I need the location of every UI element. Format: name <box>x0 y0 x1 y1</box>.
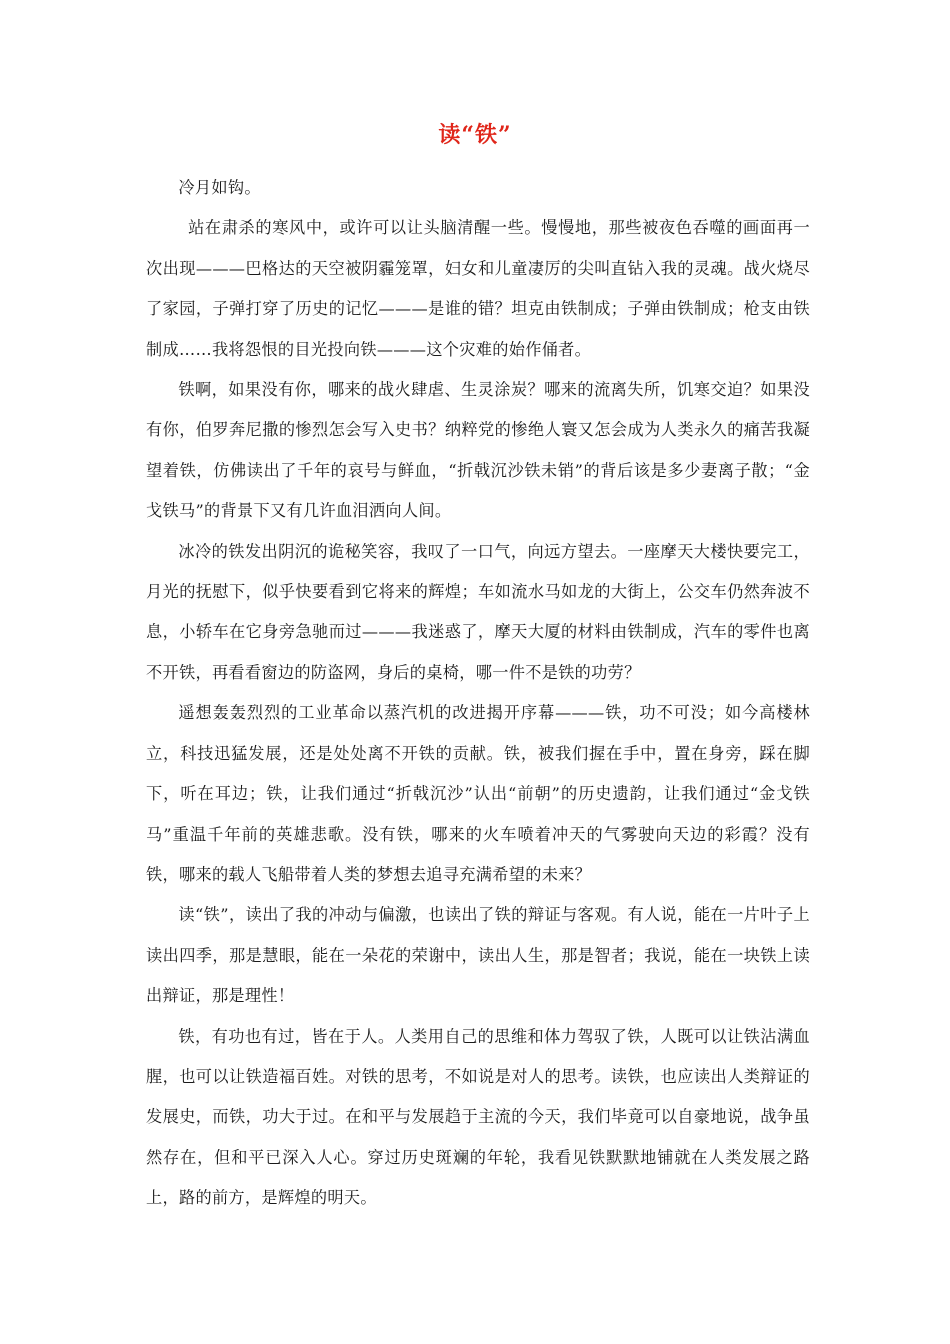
paragraph-7: 铁，有功也有过，皆在于人。人类用自己的思维和体力驾驭了铁，人既可以让铁沾满血腥，也可以让铁造福百姓。对铁的思考，不如说是对人的思考。读铁，也应读出人类辩证的发展史，而铁，功大于过。在和平与发展趋于主流的今天，我们毕竟可以自豪地说，战争虽然存在，但和平已深入人心。穿过历史斑斓的年轮，我看见铁默默地铺就在人类发展之路上，路的前方，是辉煌的明天。 <box>146 1026 810 1208</box>
paragraph-5: 遥想轰轰烈烈的工业革命以蒸汽机的改进揭开序幕———铁，功不可没；如今高楼林立，科技迅猛发展，还是处处离不开铁的贡献。铁，被我们握在手中，置在身旁，踩在脚下，听在耳边；铁，让我们通过“折戟沉沙”认出“前朝”的历史遗韵，让我们通过“金戈铁马”重温千年前的英雄悲歌。没有铁，哪来的火车喷着冲天的气雾驶向天边的彩霞？没有铁，哪来的载人飞船带着人类的梦想去追寻充满希望的未来？ <box>146 703 810 884</box>
paragraph-3: 铁啊，如果没有你，哪来的战火肆虐、生灵涂炭？哪来的流离失所，饥寒交迫？如果没有你，伯罗奔尼撒的惨烈怎会写入史书？纳粹党的惨绝人寰又怎会成为人类永久的痛苦我凝望着铁，仿佛读出了千年的哀号与鲜血，“折戟沉沙铁未销”的背后该是多少妻离子散；“金戈铁马”的背景下又有几许血泪洒向人间。 <box>146 380 810 521</box>
paragraph-4: 冰冷的铁发出阴沉的诡秘笑容，我叹了一口气，向远方望去。一座摩天大楼快要完工，月光的抚慰下，似乎快要看到它将来的辉煌；车如流水马如龙的大街上，公交车仍然奔波不息，小轿车在它身旁急驰而过———我迷惑了，摩天大厦的材料由铁制成，汽车的零件也离不开铁，再看看窗边的防盗网，身后的桌椅，哪一件不是铁的功劳？ <box>146 541 810 682</box>
paragraph-2: 站在肃杀的寒风中，或许可以让头脑清醒一些。慢慢地，那些被夜色吞噬的画面再一次出现———巴格达的天空被阴霾笼罩，妇女和儿童凄厉的尖叫直钻入我的灵魂。战火烧尽了家园，子弹打穿了历史的记忆———是谁的错？坦克由铁制成；子弹由铁制成；枪支由铁制成……我将怨恨的目光投向铁———这个灾难的始作俑者。 <box>146 218 810 359</box>
page-title: 读“铁” <box>438 122 512 148</box>
article-body <box>146 168 810 1219</box>
paragraph-1: 冷月如钩。 <box>178 178 261 197</box>
paragraph-6: 读“铁”，读出了我的冲动与偏激，也读出了铁的辩证与客观。有人说，能在一片叶子上读出四季，那是慧眼，能在一朵花的荣谢中，读出人生，那是智者；我说，能在一块铁上读出辩证，那是理性！ <box>146 905 810 1006</box>
